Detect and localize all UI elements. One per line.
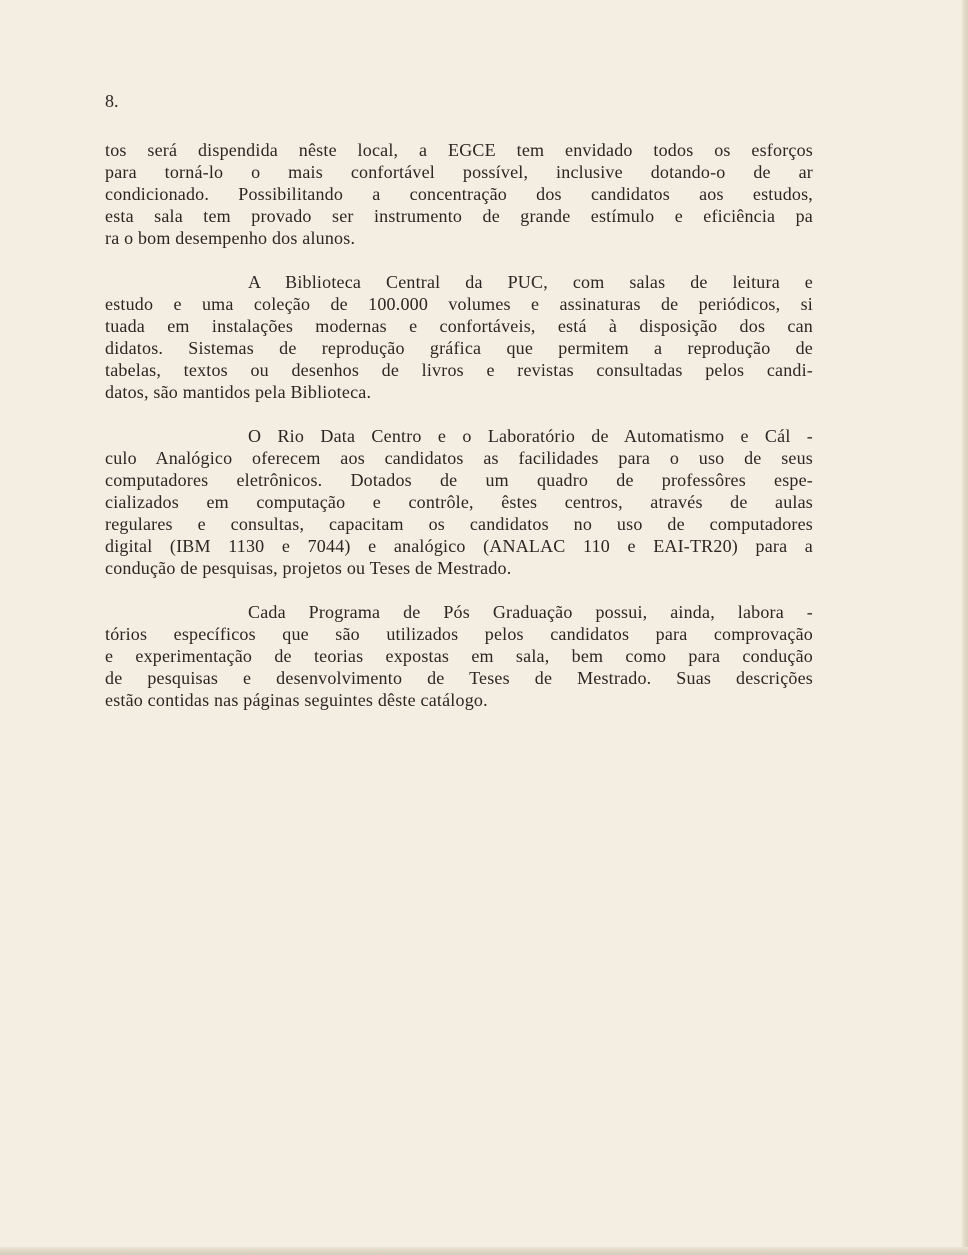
text-line: computadores eletrônicos. Dotados de um quadro de professôres espe- [105,470,813,490]
text-line: tórios específicos que são utilizados pelos candidatos para comprovação [105,624,813,644]
paragraph [105,139,813,249]
text-line: para torná-lo o mais confortável possível, inclusive dotando-o de ar [105,162,813,182]
text-line: regulares e consultas, capacitam os candidatos no uso de computadores [105,514,813,534]
text-line: estão contidas nas páginas seguintes dêste catálogo. [105,690,488,710]
text-line: tos será dispendida nêste local, a EGCE tem envidado todos os esforços [105,140,813,160]
text-line: tabelas, textos ou desenhos de livros e revistas consultadas pelos candi- [105,360,813,380]
page-number: 8. [105,91,119,111]
text-line: e experimentação de teorias expostas em sala, bem como para condução [105,646,813,666]
text-line: culo Analógico oferecem aos candidatos as facilidades para o uso de seus [105,448,813,468]
text-line: didatos. Sistemas de reprodução gráfica que permitem a reprodução de [105,338,813,358]
paragraph [105,601,813,711]
text-line: digital (IBM 1130 e 7044) e analógico (ANALAC 110 e EAI-TR20) para a [105,536,813,556]
text-line: datos, são mantidos pela Biblioteca. [105,382,372,402]
text-line: cializados em computação e contrôle, êstes centros, através de aulas [105,492,813,512]
text-line: condução de pesquisas, projetos ou Teses de Mestrado. [105,558,512,578]
text-line: de pesquisas e desenvolvimento de Teses de Mestrado. Suas descrições [105,668,813,688]
page-edge [962,0,968,1255]
text-line: ra o bom desempenho dos alunos. [105,228,356,248]
text-line: O Rio Data Centro e o Laboratório de Automatismo e Cál - [248,426,813,446]
text-line: tuada em instalações modernas e confortáveis, está à disposição dos can [105,316,813,336]
paragraph [105,271,813,403]
text-line: estudo e uma coleção de 100.000 volumes e assinaturas de periódicos, si [105,294,813,314]
page-bottom-edge [0,1247,968,1255]
text-line: condicionado. Possibilitando a concentração dos candidatos aos estudos, [105,184,813,204]
text-line: A Biblioteca Central da PUC, com salas de leitura e [248,272,813,292]
text-line: Cada Programa de Pós Graduação possui, ainda, labora - [248,602,813,622]
text-line: esta sala tem provado ser instrumento de grande estímulo e eficiência pa [105,206,813,226]
body-text [105,139,813,733]
paragraph [105,425,813,579]
